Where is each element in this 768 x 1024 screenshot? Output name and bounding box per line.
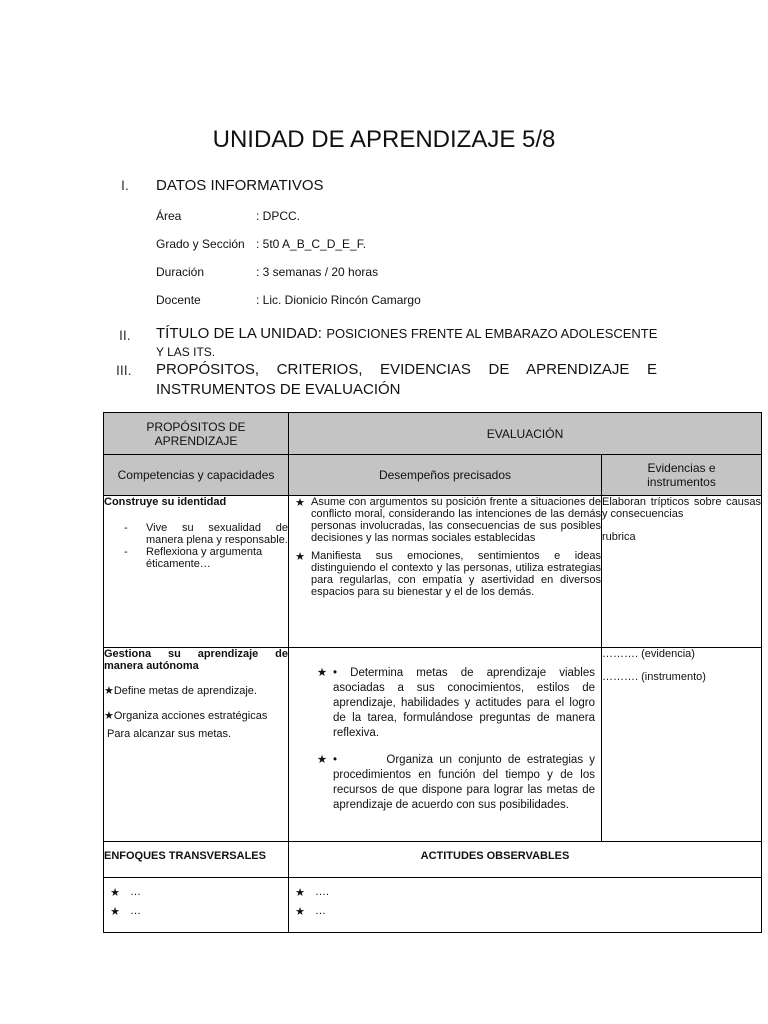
- row1-capacidad-1: Vive su sexualidad de manera plena y responsable.: [146, 522, 288, 546]
- list-item: - Reflexiona y argumenta éticamente…: [104, 546, 288, 570]
- list-item: [311, 753, 599, 813]
- info-label-duracion: Duración: [156, 265, 205, 279]
- info-label-area: Área: [156, 209, 182, 223]
- section-2-title-rest: POSICIONES FRENTE AL EMBARAZO ADOLESCENTE: [326, 326, 658, 341]
- section-3-title-line2: INSTRUMENTOS DE EVALUACIÓN: [156, 381, 401, 398]
- list-item: [289, 905, 761, 918]
- footer-header-actitudes: ACTITUDES OBSERVABLES: [289, 842, 762, 878]
- enfoque-2: …: [130, 905, 141, 917]
- actitud-1: ….: [315, 886, 330, 898]
- actitudes-cell: [289, 878, 762, 933]
- list-item: [289, 496, 601, 544]
- info-value-docente: : Lic. Dionicio Rincón Camargo: [256, 293, 421, 307]
- row1-desempeno-1: Asume con argumentos su posición frente a situaciones de conflicto moral, considerando las intenciones de las demás personas involucradas, las consecuencias de sus posibles decisiones y las normas sociales establecidas: [311, 496, 601, 544]
- actitud-2: …: [315, 905, 326, 917]
- document-title: UNIDAD DE APRENDIZAJE 5/8: [212, 126, 556, 153]
- row1-competencia: Construye su identidad: [104, 496, 227, 508]
- star-icon: ★: [295, 906, 305, 918]
- section-1-title: DATOS INFORMATIVOS: [156, 177, 324, 194]
- row2-evidencia: ………. (evidencia): [602, 648, 695, 660]
- row1-evidencias-cell: [602, 496, 762, 648]
- section-2-title-line1: [156, 325, 657, 343]
- row2-desempeno-1: • Determina metas de aprendizaje viables asociadas a sus conocimientos, estilos de aprendizaje, habilidades y actitudes para el logro de la tarea, formulándose preguntas de manera reflexiva.: [333, 667, 595, 739]
- evaluation-table: [103, 412, 762, 933]
- section-3-number: III.: [116, 362, 132, 378]
- section-2-title-prefix: TÍTULO DE LA UNIDAD:: [156, 325, 322, 342]
- subheader-desempenos: Desempeños precisados: [289, 455, 602, 496]
- row2-desempeno-2: • Organiza un conjunto de estrategias y procedimientos en función del tiempo y de los recursos de que dispone para lograr las metas de aprendizaje de acuerdo con sus posibilidades.: [333, 754, 599, 811]
- star-icon: ★: [295, 551, 305, 563]
- star-icon: ★: [316, 667, 328, 679]
- row2-desempenos-cell: [289, 648, 602, 842]
- subheader-competencias: Competencias y capacidades: [104, 455, 289, 496]
- list-item: [104, 905, 288, 918]
- star-icon: ★: [110, 906, 120, 918]
- list-item: [311, 666, 595, 741]
- row1-capacidad-2: Reflexiona y argumenta éticamente…: [146, 546, 263, 570]
- row2-evidencias-cell: [602, 648, 762, 842]
- section-2-title-line2: Y LAS ITS.: [156, 345, 216, 359]
- header-propositos: PROPÓSITOS DE APRENDIZAJE: [104, 413, 289, 455]
- row2-instrumento: ………. (instrumento): [602, 671, 706, 683]
- header-evaluacion: EVALUACIÓN: [289, 413, 762, 455]
- info-value-duracion: : 3 semanas / 20 horas: [256, 265, 379, 279]
- star-icon: ★: [295, 497, 305, 509]
- row2-capacidad-1: ★Define metas de aprendizaje.: [104, 685, 257, 697]
- star-icon: ★: [110, 887, 120, 899]
- info-value-grado: : 5t0 A_B_C_D_E_F.: [256, 237, 367, 251]
- info-label-grado: Grado y Sección: [156, 237, 245, 251]
- row2-competencia-cell: [104, 648, 289, 842]
- info-value-area: : DPCC.: [256, 209, 301, 223]
- row1-desempeno-2: Manifiesta sus emociones, sentimientos e ideas distinguiendo el contexto y las personas, utiliza estrategias para regularlas, con empatía y asertividad en diversos espacios para su bienestar y el de los demás.: [311, 550, 601, 598]
- section-3-title-line1: PROPÓSITOS, CRITERIOS, EVIDENCIAS DE APRENDIZAJE E: [156, 361, 657, 378]
- row1-desempenos-cell: [289, 496, 602, 648]
- row1-evidencia: Elaboran trípticos sobre causas y consecuencias: [602, 496, 761, 520]
- row2-competencia: Gestiona su aprendizaje de manera autónoma: [104, 648, 288, 672]
- list-item: [289, 886, 761, 899]
- subheader-evidencias: Evidencias e instrumentos: [602, 455, 762, 496]
- row2-capacidad-2: ★Organiza acciones estratégicas: [104, 710, 268, 722]
- list-item: [289, 550, 601, 598]
- section-1-number: I.: [121, 177, 129, 193]
- star-icon: ★: [316, 754, 328, 766]
- footer-header-enfoques: ENFOQUES TRANSVERSALES: [104, 842, 289, 878]
- info-label-docente: Docente: [156, 293, 201, 307]
- row2-capacidad-3: Para alcanzar sus metas.: [107, 728, 232, 740]
- row1-instrumento: rubrica: [602, 531, 636, 543]
- list-item: - Vive su sexualidad de manera plena y responsable.: [124, 522, 288, 546]
- section-2-number: II.: [119, 327, 131, 343]
- row1-competencia-cell: [104, 496, 289, 648]
- list-item: [104, 886, 288, 899]
- star-icon: ★: [295, 887, 305, 899]
- enfoques-cell: [104, 878, 289, 933]
- enfoque-1: …: [130, 886, 141, 898]
